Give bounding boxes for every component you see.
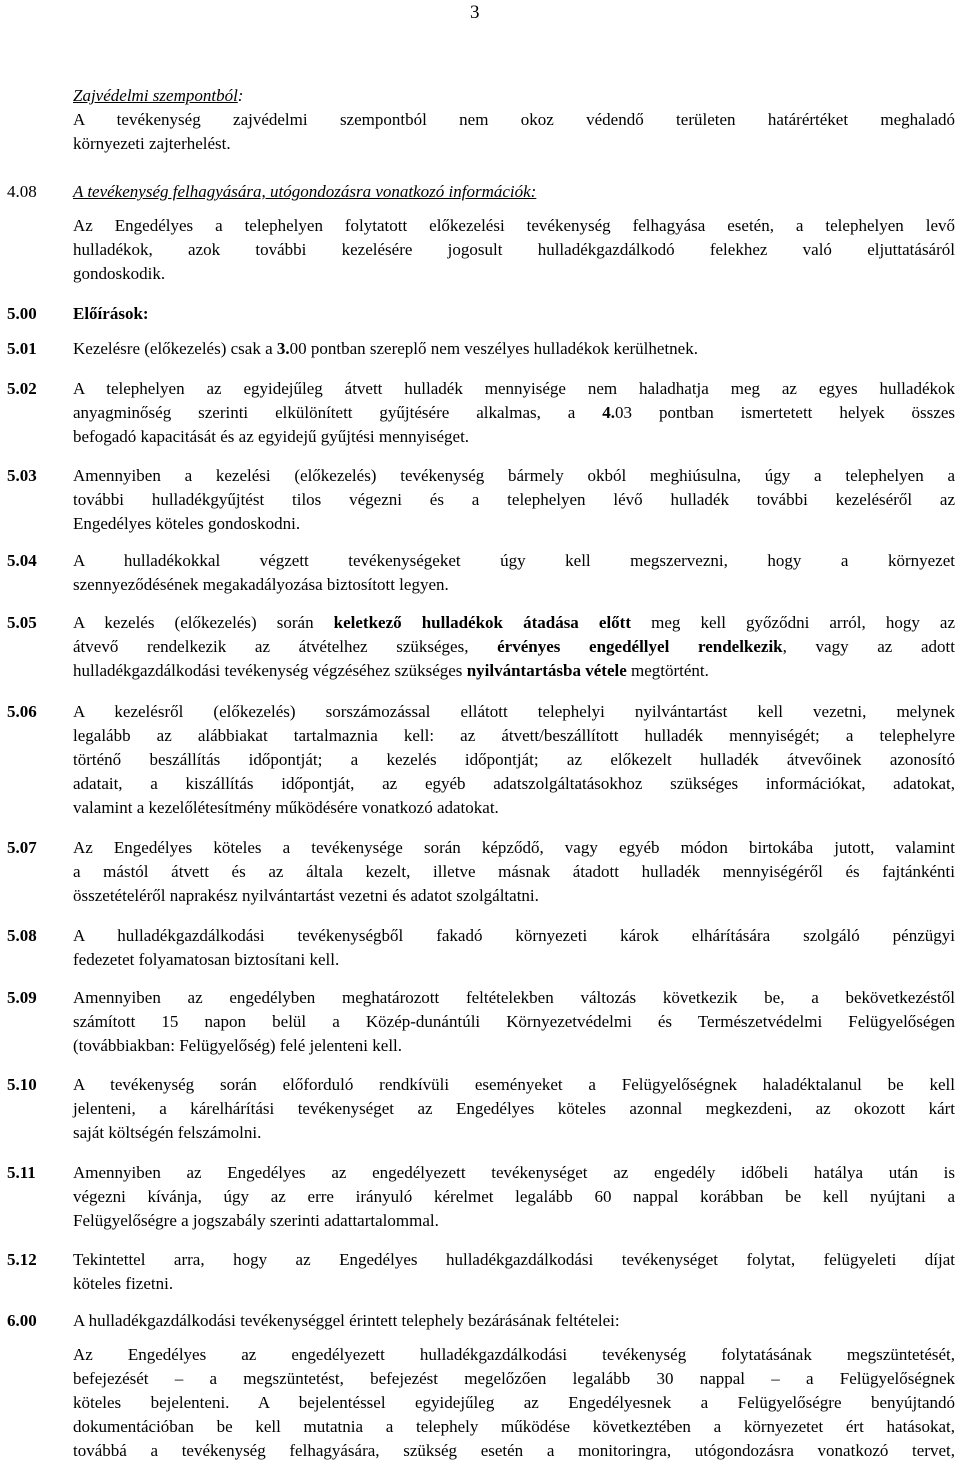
section-5-11 xyxy=(7,1161,955,1233)
paragraph-line: Az Engedélyes az engedélyezett hulladékgazdálkodási tevékenység folytatásának megszüntetését, xyxy=(73,1345,955,1364)
section-number: 5.12 xyxy=(7,1250,37,1269)
paragraph-line: adatait, a kiszállítás időpontját, az egyéb adatszolgáltatásokhoz szükséges információkat, adatokat, xyxy=(73,774,955,793)
section-5-08 xyxy=(7,924,955,972)
section-5-06 xyxy=(7,700,955,820)
paragraph-line: végezni kívánja, úgy az erre irányuló kérelmet legalább 60 nappal korábban be kell nyújtani a xyxy=(73,1187,955,1206)
paragraph-line: történő beszállítás időpontját; a kezelés időpontját; az előkezelt hulladék átvevőinek azonosító xyxy=(73,750,955,769)
paragraph-line: számított 15 napon belül a Közép-dunántúli Környezetvédelmi és Természetvédelmi Felügyelőségen xyxy=(73,1012,955,1031)
section-5-02 xyxy=(7,377,955,449)
paragraph-line: Felügyelőségre a jogszabály szerinti adattartalommal. xyxy=(73,1211,439,1230)
paragraph-line: átvevő rendelkezik az átvételhez szükséges, érvényes engedéllyel rendelkezik, vagy az adott xyxy=(73,637,955,656)
section-number: 6.00 xyxy=(7,1311,37,1330)
section-number: 5.04 xyxy=(7,551,37,570)
section-title: A tevékenység felhagyására, utógondozásra vonatkozó információk: xyxy=(73,182,537,201)
paragraph-line: A telephelyen az egyidejűleg átvett hulladék mennyisége nem haladhatja meg az egyes hulladékok xyxy=(73,379,955,398)
section-number: 5.09 xyxy=(7,988,37,1007)
paragraph-line: anyagminőség szerinti elkülönített gyűjtésére alkalmas, a 4.03 pontban ismertetett helyek összes xyxy=(73,403,955,422)
section-number: 5.00 xyxy=(7,304,37,323)
paragraph-line: köteles fizetni. xyxy=(73,1274,174,1293)
paragraph-line: fedezetet folyamatosan biztosítani kell. xyxy=(73,950,340,969)
section-number: 5.10 xyxy=(7,1075,37,1094)
noise-section: Zajvédelmi szempontból: A tevékenység zajvédelmi szempontból nem okoz védendő területen határértéket meghaladó környezeti zajterhelést. xyxy=(7,84,955,156)
paragraph-line: hulladékok, azok további kezelésére jogosult hulladékgazdálkodó felekhez való eljuttatásáról xyxy=(73,240,955,259)
paragraph-line: Amennyiben a kezelési (előkezelés) tevékenység bármely okból meghiúsulna, úgy a telephelyen a xyxy=(73,466,955,485)
section-5-03 xyxy=(7,464,955,536)
section-title: A hulladékgazdálkodási tevékenységgel érintett telephely bezárásának feltételei: xyxy=(73,1311,620,1330)
noise-line: környezeti zajterhelést. xyxy=(73,134,231,153)
paragraph-line: legalább az alábbiakat tartalmaznia kell: az átvett/beszállított hulladék mennyiségét; a telephelyre xyxy=(73,726,955,745)
paragraph-line: A hulladékokkal végzett tevékenységeket úgy kell megszervezni, hogy a környezet xyxy=(73,551,955,570)
paragraph-line: A kezelésről (előkezelés) sorszámozással ellátott telephelyi nyilvántartást kell vezetni, melynek xyxy=(73,702,955,721)
paragraph-line: valamint a kezelőlétesítmény működésére vonatkozó adatokat. xyxy=(73,798,499,817)
paragraph-line: Tekintettel arra, hogy az Engedélyes hulladékgazdálkodási tevékenységet folytat, felügyeleti díjat xyxy=(73,1250,955,1269)
paragraph-line: továbbá a tevékenység felhagyására, szükség esetén a monitoringra, utógondozásra vonatkozó tervet, xyxy=(73,1441,955,1460)
paragraph-line: további hulladékgyűjtést tilos végezni és a telephelyen lévő hulladék további kezeléséről az xyxy=(73,490,955,509)
paragraph-line: összetételéről naprakész nyilvántartást vezetni és adatot szolgáltatni. xyxy=(73,886,539,905)
section-5-00 xyxy=(7,302,955,326)
paragraph-line: Amennyiben az Engedélyes az engedélyezett tevékenységet az engedély időbeli hatálya után is xyxy=(73,1163,955,1182)
section-5-05 xyxy=(7,611,955,683)
section-number: 5.05 xyxy=(7,613,37,632)
noise-line: A tevékenység zajvédelmi szempontból nem okoz védendő területen határértéket meghaladó xyxy=(73,110,955,129)
paragraph-line: Amennyiben az engedélyben meghatározott feltételekben változás következik be, a bekövetkezéstől xyxy=(73,988,955,1007)
paragraph-line: A hulladékgazdálkodási tevékenységből fakadó környezeti károk elhárítására szolgáló pénzügyi xyxy=(73,926,955,945)
paragraph-line: A kezelés (előkezelés) során keletkező hulladékok átadása előtt meg kell győződni arról, hogy az xyxy=(73,613,956,632)
paragraph-line: befejezését – a megszüntetést, befejezést megelőzően legalább 30 nappal – a Felügyelőségnek xyxy=(73,1369,955,1388)
section-number: 5.11 xyxy=(7,1163,36,1182)
paragraph-line: gondoskodik. xyxy=(73,264,166,283)
section-6-00 xyxy=(7,1309,955,1463)
paragraph-line: Az Engedélyes a telephelyen folytatott előkezelési tevékenység felhagyása esetén, a telephelyen levő xyxy=(73,216,955,235)
section-number: 5.07 xyxy=(7,838,37,857)
section-5-10 xyxy=(7,1073,955,1145)
paragraph-line: Kezelésre (előkezelés) csak a 3.00 pontban szereplő nem veszélyes hulladékok kerülhetnek. xyxy=(73,339,698,358)
section-4-08 xyxy=(7,180,955,286)
paragraph-line: saját költségén felszámolni. xyxy=(73,1123,262,1142)
section-5-12 xyxy=(7,1248,955,1296)
section-number: 5.02 xyxy=(7,379,37,398)
paragraph-line: hulladékgazdálkodási tevékenység végzéséhez szükséges nyilvántartásba vétele megtörtént. xyxy=(73,661,709,680)
section-number: 5.01 xyxy=(7,339,37,358)
page-number: 3 xyxy=(470,2,480,23)
section-number: 4.08 xyxy=(7,182,37,201)
section-number: 5.06 xyxy=(7,702,37,721)
paragraph-line: A tevékenység során előforduló rendkívüli eseményeket a Felügyelőségnek haladéktalanul be kell xyxy=(73,1075,955,1094)
section-5-09 xyxy=(7,986,955,1058)
paragraph-line: (továbbiakban: Felügyelőség) felé jelenteni kell. xyxy=(73,1036,403,1055)
paragraph-line: befogadó kapacitását és az egyidejű gyűjtési mennyiséget. xyxy=(73,427,470,446)
section-title: Előírások: xyxy=(73,304,149,323)
paragraph-line: Engedélyes köteles gondoskodni. xyxy=(73,514,301,533)
section-number: 5.08 xyxy=(7,926,37,945)
paragraph-line: Az Engedélyes köteles a tevékenysége során képződő, vagy egyéb módon birtokába jutott, valamint xyxy=(73,838,955,857)
paragraph-line: köteles bejelenteni. A bejelentéssel egyidejűleg az Engedélyesnek a Felügyelőségre benyújtandó xyxy=(73,1393,955,1412)
paragraph-line: dokumentációban be kell mutatnia a telephely működése következtében a környezetet ért hatásokat, xyxy=(73,1417,955,1436)
paragraph-line: jelenteni, a kárelhárítási tevékenységet az Engedélyes köteles azonnal megkezdeni, az okozott kárt xyxy=(73,1099,955,1118)
paragraph-line: szennyeződésének megakadályozása biztosított legyen. xyxy=(73,575,449,594)
section-5-07 xyxy=(7,836,955,908)
section-number: 5.03 xyxy=(7,466,37,485)
section-5-01 xyxy=(7,337,955,361)
noise-heading: Zajvédelmi szempontból xyxy=(73,86,238,105)
paragraph-line: a mástól átvett és az általa kezelt, illetve másnak átadott hulladék mennyiségéről és fajtánkénti xyxy=(73,862,955,881)
section-5-04 xyxy=(7,549,955,597)
